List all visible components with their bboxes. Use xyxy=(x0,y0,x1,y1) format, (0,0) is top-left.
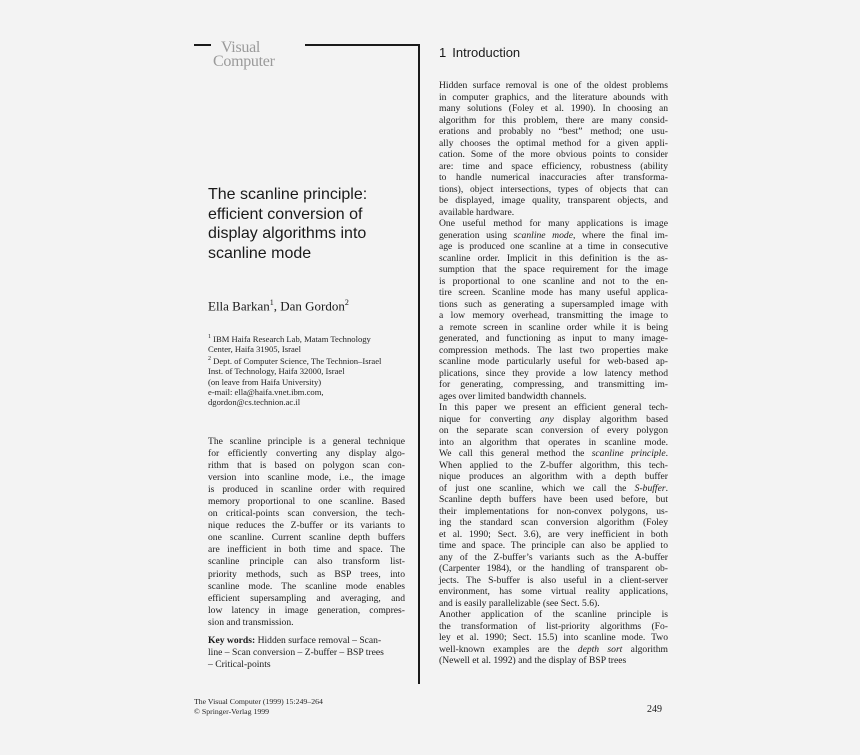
affiliation-text: (on leave from Haifa University) xyxy=(208,376,322,387)
author-separator: , xyxy=(273,298,281,314)
body-line: a remote screen in scanline order while it is being xyxy=(439,321,668,333)
body-line: are: time and space efficiency, robustness (ability xyxy=(439,160,668,172)
abstract-line: is produced in scanline order with required xyxy=(208,484,405,496)
abstract-line: are inefficient in both time and space. The xyxy=(208,544,405,556)
page-number: 249 xyxy=(647,704,662,715)
body-line: to handle numerical inaccuracies after transforma- xyxy=(439,172,668,183)
abstract-line: efficient supersampling and averaging, and xyxy=(208,592,405,604)
affiliation-text: Dept. of Computer Science, The Technion–Israel xyxy=(211,356,382,367)
abstract-line: scanline principle can also transform list- xyxy=(208,556,405,568)
body-line: time and space. The principle can also be applied to xyxy=(439,540,668,551)
keywords-line-1 xyxy=(208,635,405,647)
abstract-line: version into scanline mode, i.e., the image xyxy=(208,472,405,484)
abstract-line: memory proportional to one scanline. Based xyxy=(208,496,405,508)
body-line: scanline mode particularly useful for web-based ap- xyxy=(439,356,668,367)
affiliation-line xyxy=(208,377,418,387)
emphasized-term: scanline mode xyxy=(513,229,573,241)
body-line-text: We call this general method the xyxy=(439,448,592,459)
body-line: into an algorithm that operates in scanline mode. xyxy=(439,436,668,448)
emphasized-term: scanline principle xyxy=(591,448,666,459)
affiliation-text: Center, Haifa 31905, Israel xyxy=(208,344,301,355)
title-line: scanline mode xyxy=(208,244,312,262)
body-line: the transformation of list-priority algorithms (Fo- xyxy=(439,620,668,632)
body-line: et al. 1990; Sect. 3.6), are very inefficient in both xyxy=(439,528,668,540)
abstract-line: one scanline. Current scanline depth buffers xyxy=(208,532,405,544)
abstract-line: nique reduces the Z-buffer or its variants to xyxy=(208,520,405,532)
body-line: generated, and functioning as input to many image- xyxy=(439,333,668,344)
title-line: display algorithms into xyxy=(208,225,367,242)
footer-citation xyxy=(194,697,323,717)
keywords xyxy=(208,635,405,671)
abstract-line: The scanline principle is a general technique xyxy=(208,436,405,447)
affiliation-line xyxy=(208,344,418,354)
body-line: ages over limited bandwidth channels. xyxy=(439,390,587,402)
affiliation-text: dgordon@cs.technion.ac.il xyxy=(208,396,301,407)
body-line: nique produces an algorithm with a depth buffer xyxy=(439,471,668,482)
body-line: (Carpenter 1984), or the handling of transparent ob- xyxy=(439,563,668,574)
abstract-line: sion and transmission. xyxy=(208,616,294,628)
body-line: any of the Z-buffer’s variants such as the A-buffer xyxy=(439,551,668,563)
body-line: (Newell et al. 1992) and the display of BSP trees xyxy=(439,655,627,666)
body-line: on the separate scan conversion of every polygon xyxy=(439,425,668,436)
journal-logo-line2: Computer xyxy=(213,53,275,70)
body-line: many solutions (Foley et al. 1990). In choosing an xyxy=(439,103,668,114)
body-line xyxy=(439,483,668,495)
affiliation-text: Inst. of Technology, Haifa 32000, Israel xyxy=(208,366,345,377)
author-2-sup: 2 xyxy=(344,298,349,307)
authors xyxy=(208,298,418,314)
body-line: be displayed, image quality, transparent objects, and xyxy=(439,195,668,206)
emphasized-term: depth sort xyxy=(577,643,623,655)
body-line: available hardware. xyxy=(439,206,515,218)
body-line: In this paper we present an efficient general tech- xyxy=(439,402,668,413)
affiliations xyxy=(208,332,418,407)
abstract-line: priority methods, such as BSP trees, into xyxy=(208,568,405,580)
affiliation-line xyxy=(208,332,418,344)
body-line: and is easily parallelizable (see Sect. 5.6). xyxy=(439,597,600,609)
body-line: When applied to the Z-buffer algorithm, this tech- xyxy=(439,459,668,471)
title-line: The scanline principle: xyxy=(208,186,368,203)
affiliation-sup: 1 xyxy=(208,334,211,340)
body-line xyxy=(439,448,668,460)
body-line: erations and probably no “best” method; one usu- xyxy=(439,126,668,137)
section-title: Introduction xyxy=(452,45,521,60)
body-line: ing the standard scan conversion algorithm (Foley xyxy=(439,517,668,528)
abstract xyxy=(208,436,405,629)
body-line: plications, since they provide a low latency method xyxy=(439,367,668,379)
body-line-text: . xyxy=(665,448,668,459)
title-line: efficient conversion of xyxy=(208,205,363,223)
body-line xyxy=(439,414,668,426)
body-line: their implementations for non-convex polygons, us- xyxy=(439,505,668,517)
abstract-line: for efficiently converting any display algo- xyxy=(208,448,405,460)
body-line: sumption that the space requirement for the image xyxy=(439,264,668,275)
affiliation-line xyxy=(208,397,418,407)
affiliation-line xyxy=(208,354,418,366)
keywords-text-1: Hidden surface removal – Scan- xyxy=(255,635,382,646)
body-line: tions such as generating a supersampled image with xyxy=(439,298,668,310)
body-line: tire screen. Scanline mode has many useful applica- xyxy=(439,287,668,298)
body-line: tions), object intersections, types of objects that can xyxy=(439,183,668,195)
abstract-line: on critical-points scan conversion, the tech- xyxy=(208,508,405,520)
author-1-sup: 1 xyxy=(269,298,274,307)
body-text xyxy=(439,80,668,667)
emphasized-term: S-buffer xyxy=(634,482,666,494)
body-line: scanline order. Implicit in this definition is the as- xyxy=(439,252,668,264)
citation-line: The Visual Computer (1999) 15:249–264 xyxy=(194,697,323,706)
body-line: for generating, compressing, and transmitting im- xyxy=(439,379,668,390)
body-line: algorithm for this problem, there are many consid- xyxy=(439,114,668,126)
affiliation-text: e-mail: ella@haifa.vnet.ibm.com, xyxy=(208,386,324,397)
body-line: compression methods. The last two properties make xyxy=(439,344,668,356)
copyright-line: © Springer-Verlag 1999 xyxy=(194,707,270,716)
body-line-text: generation using xyxy=(439,229,514,241)
body-line: is proportional to one scanline and not to the en- xyxy=(439,275,668,287)
body-line-text: algorithm xyxy=(622,643,668,655)
body-line-text: of just one scanline, which we call the xyxy=(439,482,635,494)
keywords-line-3: – Critical-points xyxy=(208,659,271,671)
body-line: cation. Some of the more obvious points to consider xyxy=(439,149,668,160)
body-line: Another application of the scanline principle is xyxy=(439,609,668,620)
body-line: Hidden surface removal is one of the oldest problems xyxy=(439,80,668,91)
body-line: environment, has some virtual reality applications, xyxy=(439,586,668,597)
body-line-text: , where the final im- xyxy=(572,229,668,241)
paper-title xyxy=(208,185,408,263)
journal-logo xyxy=(211,40,305,73)
body-line xyxy=(439,644,668,656)
affiliation-text: IBM Haifa Research Lab, Matam Technology xyxy=(211,333,371,344)
keywords-label: Key words: xyxy=(208,635,256,646)
abstract-line: rithm that is based on polygon scan con- xyxy=(208,460,405,472)
abstract-line: low latency in image generation, compres- xyxy=(208,604,405,616)
author-2: Dan Gordon xyxy=(280,298,345,314)
body-line-text: . xyxy=(665,482,668,494)
body-line-text: well-known examples are the xyxy=(439,643,578,655)
affiliation-line xyxy=(208,387,418,397)
body-line-text: nique for converting xyxy=(439,413,540,425)
abstract-line: scanline mode. The scanline mode enables xyxy=(208,580,405,592)
section-heading xyxy=(439,45,520,60)
body-line: age is produced one scanline at a time in consecutive xyxy=(439,241,668,252)
body-line: a low memory overhead, transmitting the image to xyxy=(439,310,668,321)
body-line: jects. The S-buffer is also useful in a client-server xyxy=(439,574,668,586)
keywords-line-2: line – Scan conversion – Z-buffer – BSP trees xyxy=(208,647,384,659)
journal-logo-line1: Visual xyxy=(221,39,261,56)
body-line-text: display algorithm based xyxy=(553,413,668,425)
body-line: ally chooses the optimal method for a given appli- xyxy=(439,137,668,149)
body-line: in computer graphics, and the literature abounds with xyxy=(439,91,668,103)
section-number: 1 xyxy=(439,45,447,60)
affiliation-sup: 2 xyxy=(208,356,211,363)
body-line: One useful method for many applications is image xyxy=(439,218,668,229)
body-line: ley et al. 1990; Sect. 15.5) into scanline mode. Two xyxy=(439,632,668,643)
author-1: Ella Barkan xyxy=(208,298,270,314)
affiliation-line xyxy=(208,366,418,376)
emphasized-term: any xyxy=(539,413,554,425)
body-line xyxy=(439,230,668,242)
body-line: Scanline depth buffers have been used before, but xyxy=(439,494,668,505)
